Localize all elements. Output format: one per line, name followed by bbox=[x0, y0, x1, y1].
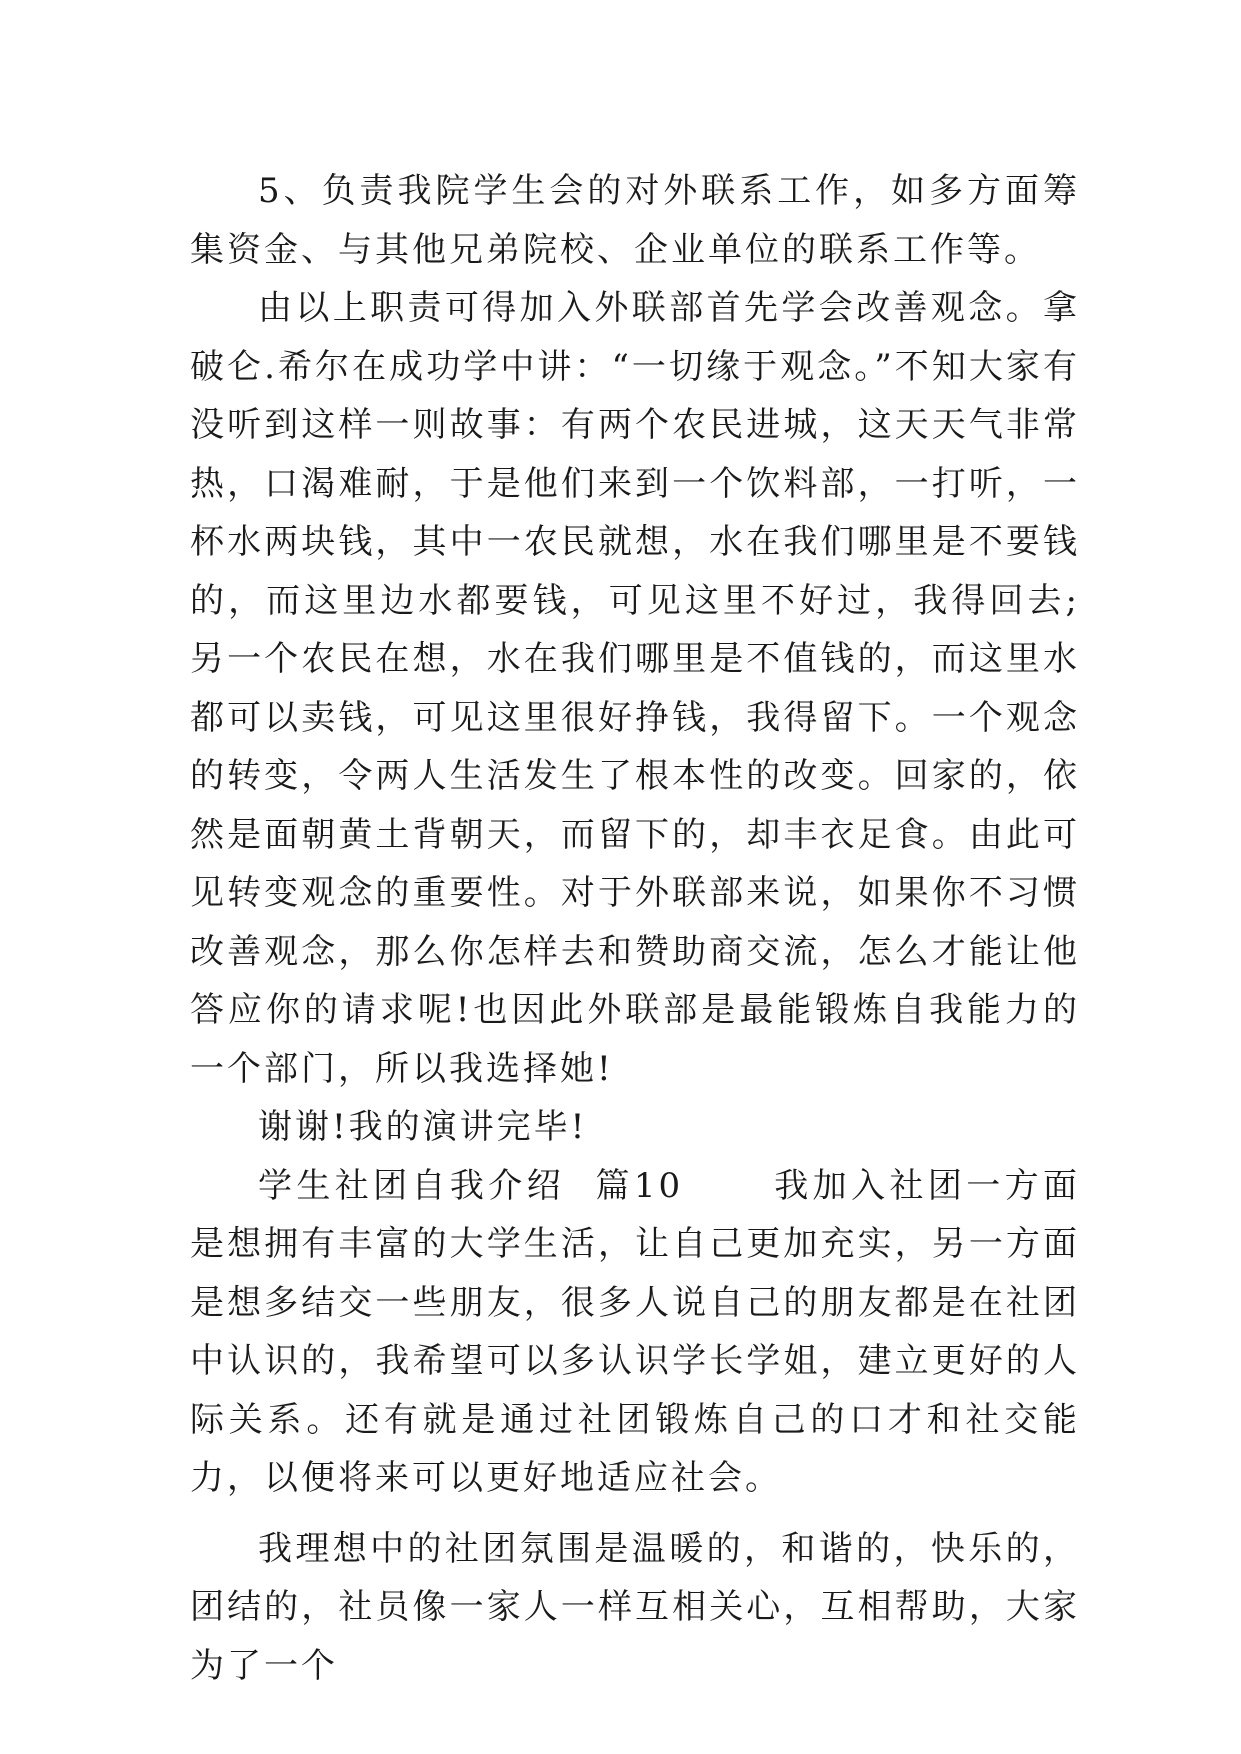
paragraph-ideal-club: 我理想中的社团氛围是温暖的，和谐的，快乐的，团结的，社员像一家人一样互相关心，互相帮助，大家为了一个 bbox=[190, 1528, 1080, 1686]
paragraph-mindset-story: 由以上职责可得加入外联部首先学会改善观念。拿破仑.希尔在成功学中讲：“一切缘于观念。”不知大家有没听到这样一则故事：有两个农民进城，这天天气非常热，口渴难耐，于是他们来到一个饮料部，一打听，一杯水两块钱，其中一农民就想，水在我们哪里是不要钱的，而这里边水都要钱，可见这里不好过，我得回去;另一个农民在想，水在我们哪里是不值钱的，而这里水都可以卖钱，可见这里很好挣钱，我得留下。一个观念的转变，令两人生活发生了根本性的改变。回家的，依然是面朝黄土背朝天，而留下的，却丰衣足食。由此可见转变观念的重要性。对于外联部来说，如果你不习惯改善观念，那么你怎样去和赞助商交流，怎么才能让他答应你的请求呢!也因此外联部是最能锻炼自我能力的一个部门，所以我选择她! bbox=[190, 288, 1080, 1089]
paragraph-thanks: 谢谢!我的演讲完毕! bbox=[258, 1107, 588, 1147]
paragraph-duty-5: 5、负责我院学生会的对外联系工作，如多方面筹集资金、与其他兄弟院校、企业单位的联系工作等。 bbox=[190, 171, 1080, 270]
section-heading: 学生社团自我介绍 篇10 bbox=[258, 1165, 684, 1206]
section-gap bbox=[683, 1166, 774, 1206]
document-body bbox=[190, 162, 1080, 1695]
section-intro: 我加入社团一方面是想拥有丰富的大学生活，让自己更加充实，另一方面是想多结交一些朋友，很多人说自己的朋友都是在社团中认识的，我希望可以多认识学长学姐，建立更好的人际关系。还有就是通过社团锻炼自己的口才和社交能力，以便将来可以更好地适应社会。 bbox=[190, 1165, 1080, 1498]
paragraph-section-10 bbox=[190, 1157, 1080, 1508]
